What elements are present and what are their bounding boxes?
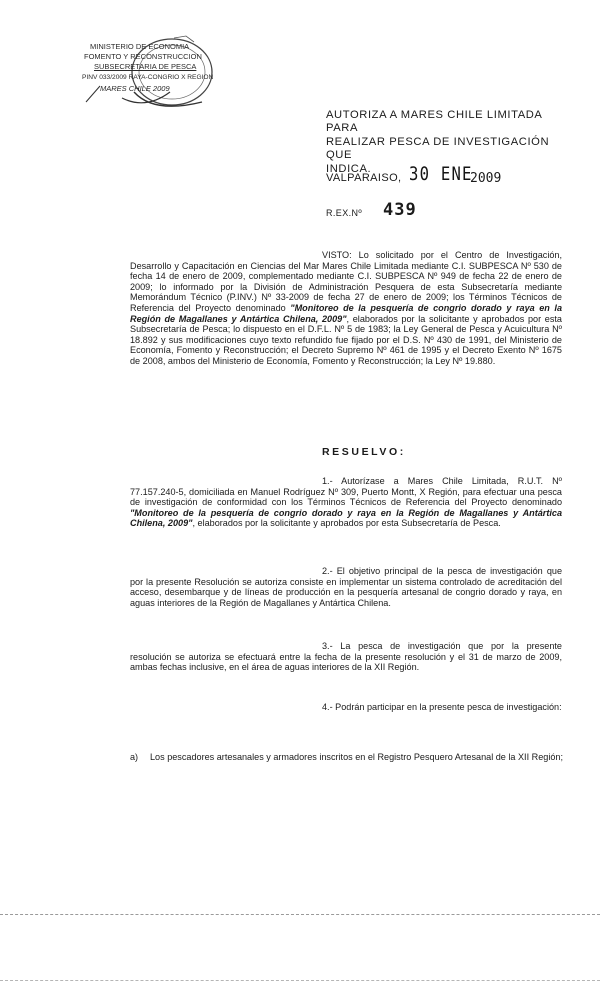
ministry-stamp (74, 32, 224, 116)
item-4-text: 4.- Podrán participar en la presente pesca de investigación: (322, 702, 562, 712)
title-line: AUTORIZA A MARES CHILE LIMITADA PARA (326, 109, 542, 135)
item-1-text-cont: , elaborados por la solicitante y aprobados por esta Subsecretaría de Pesca. (192, 518, 501, 529)
item-1-paragraph (130, 476, 562, 529)
visto-paragraph (130, 250, 562, 367)
resuelvo-heading: RESUELVO: (322, 446, 406, 458)
rex-number: 439 (383, 200, 417, 220)
item-a-text: Los pescadores artesanales y armadores inscritos en el Registro Pesquero Artesanal de la XII Región; (150, 752, 563, 762)
stamp-line: FOMENTO Y RECONSTRUCCION (84, 52, 202, 61)
place-label: VALPARAISO, (326, 172, 402, 184)
stamp-line: PINV 033/2009 RAYA-CONGRIO X REGION (82, 74, 214, 81)
stamped-date: 30 ENE (409, 163, 473, 185)
item-2-text: 2.- El objetivo principal de la pesca de investigación que por la presente Resolución se autoriza consiste en implementar un sistema controlado de acreditación del acceso, desembarque y de líneas de producción en la pesquería artesanal de congrio dorado y raya, en aguas interiores de la Región de Magallanes y Antártica Chilena. (130, 566, 562, 608)
item-1-project-title: "Monitoreo de la pesquería de congrio dorado y raya en la Región de Magallanes y Antártica Chilena, 2009" (130, 507, 562, 529)
item-3-paragraph (130, 641, 562, 673)
rex-label: R.EX.Nº (326, 208, 363, 218)
visto-text: VISTO: Lo solicitado por el Centro de Investigación, Desarrollo y Capacitación en Ciencias del Mar Mares Chile Limitada mediante C.I. SUBPESCA Nº 530 de fecha 14 de enero de 2009, complementado mediante C.I. SUBPESCA Nº 949 de fecha 22 de enero de 2009; lo informado por la División de Administración Pesquera de esta Subsecretaría mediante Memorándum Técnico (P.INV.) Nº 33-2009 de fecha 27 de enero de 2009; los Términos Técnicos de Referencia del Proyecto denominado (130, 250, 562, 313)
item-2-paragraph (130, 566, 562, 608)
stamped-year: 2009 (470, 171, 502, 186)
scan-edge-line (0, 914, 600, 915)
item-1-text: 1.- Autorízase a Mares Chile Limitada, R.U.T. Nº 77.157.240-5, domiciliada en Manuel Rodríguez Nº 309, Puerto Montt, X Región, para efectuar una pesca de investigación de conformidad con los Términos Técnicos de Referencia del Proyecto denominado (130, 476, 562, 508)
scan-edge-line (0, 980, 600, 981)
project-title: "Monitoreo de la pesquería de congrio dorado y raya en la Región de Magallanes y Antártica Chilena, 2009" (130, 302, 563, 324)
visto-text-cont: , elaborados por la solicitante y aprobados por esta Subsecretaría de Pesca; lo dispuesto en el D.F.L. Nº 5 de 1983; la Ley General de Pesca y Acuicultura Nº 18.892 y sus modificaciones cuyo texto refundido fue fijado por el D.S. Nº 430 de 1991, del Ministerio de Economía, Fomento y Reconstrucción; el Decreto Supremo Nº 461 de 1995 y el Decreto Exento Nº 1675 de 2008, ambos del Ministerio de Economía, Fomento y Reconstrucción; la Ley Nº 19.880. (130, 313, 562, 366)
stamp-line: MARES CHILE 2009 (100, 84, 170, 93)
item-4-paragraph (130, 702, 562, 713)
title-line: INDICA. (326, 162, 372, 175)
item-a-label: a) (130, 752, 139, 762)
title-line: REALIZAR PESCA DE INVESTIGACIÓN QUE (326, 135, 550, 162)
item-3-text: 3.- La pesca de investigación que por la presente resolución se autoriza se efectuará entre la fecha de la presente resolución y el 31 de marzo de 2009, ambas fechas inclusive, en el área de aguas interiores de la XII Región. (130, 641, 562, 673)
stamp-line: MINISTERIO DE ECONOMIA (90, 42, 190, 51)
stamp-line: SUBSECRETARIA DE PESCA (94, 62, 197, 71)
